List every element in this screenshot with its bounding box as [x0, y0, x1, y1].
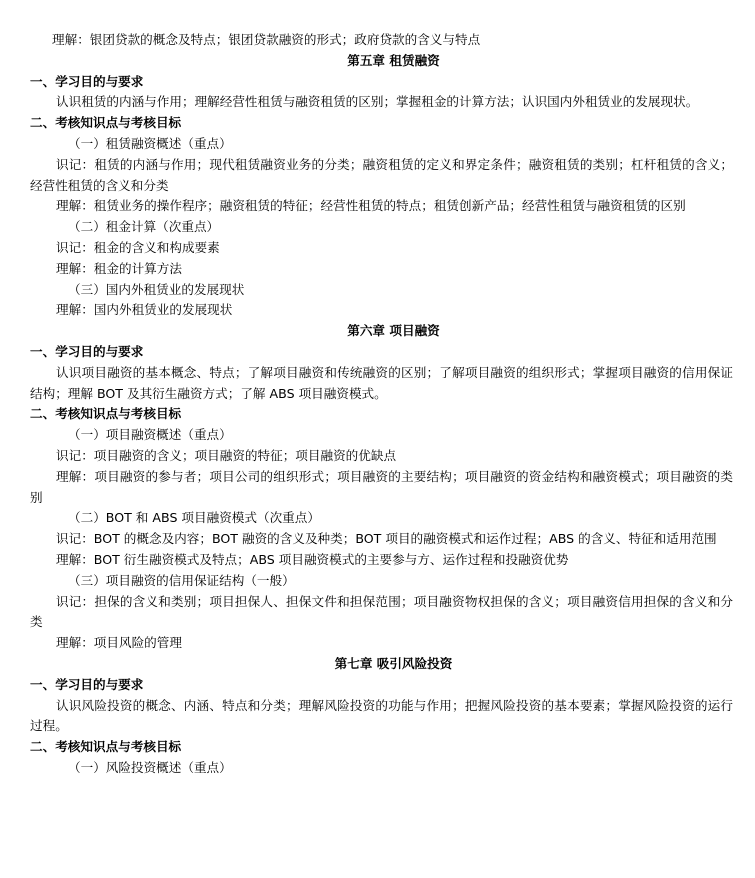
intro-understanding-line: 理解：银团贷款的概念及特点；银团贷款融资的形式；政府贷款的含义与特点 — [52, 32, 481, 47]
ch6-item-1-understand: 理解：项目融资的参与者；项目公司的组织形式；项目融资的主要结构；项目融资的资金结构和融资模式；项目融资的类别 — [30, 468, 733, 505]
ch5-section-2-heading: 二、考核知识点与考核目标 — [30, 115, 182, 131]
ch6-item-3-understand: 理解：项目风险的管理 — [56, 635, 182, 651]
ch5-item-2-memorize: 识记：租金的含义和构成要素 — [56, 239, 220, 255]
chapter-5-title: 第五章 租赁融资 — [347, 52, 440, 68]
ch5-section-1-heading: 一、学习目的与要求 — [30, 73, 144, 89]
ch7-section-2-heading: 二、考核知识点与考核目标 — [30, 739, 182, 755]
ch7-section-1-heading: 一、学习目的与要求 — [30, 676, 144, 692]
ch6-section-1-heading: 一、学习目的与要求 — [30, 343, 144, 359]
ch5-item-3-heading: （三）国内外租赁业的发展现状 — [68, 281, 245, 297]
ch6-item-2-heading: （二）BOT 和 ABS 项目融资模式（次重点） — [68, 510, 320, 526]
ch6-item-3-memorize: 识记：担保的含义和类别；项目担保人、担保文件和担保范围；项目融资物权担保的含义；项目融资信用担保的含义和分类 — [30, 593, 733, 630]
ch6-item-2-understand: 理解：BOT 衍生融资模式及特点；ABS 项目融资模式的主要参与方、运作过程和投融资优势 — [56, 551, 569, 567]
ch5-item-2-heading: （二）租金计算（次重点） — [68, 219, 220, 235]
ch5-item-2-understand: 理解：租金的计算方法 — [56, 260, 182, 276]
ch7-item-1-heading: （一）风险投资概述（重点） — [68, 759, 232, 775]
ch6-item-1-memorize: 识记：项目融资的含义；项目融资的特征；项目融资的优缺点 — [56, 447, 397, 463]
ch6-item-3-heading: （三）项目融资的信用保证结构（一般） — [68, 572, 295, 588]
ch6-section-2-heading: 二、考核知识点与考核目标 — [30, 406, 182, 422]
chapter-6-title: 第六章 项目融资 — [347, 323, 440, 339]
ch5-objectives-paragraph: 认识租赁的内涵与作用；理解经营性租赁与融资租赁的区别；掌握租金的计算方法；认识国内外租赁业的发展现状。 — [56, 94, 699, 110]
ch6-item-2-memorize: 识记：BOT 的概念及内容；BOT 融资的含义及种类；BOT 项目的融资模式和运作过程；ABS 的含义、特征和适用范围 — [56, 531, 717, 547]
chapter-7-title: 第七章 吸引风险投资 — [334, 655, 453, 671]
ch5-item-1-memorize: 识记：租赁的内涵与作用；现代租赁融资业务的分类；融资租赁的定义和界定条件；融资租赁的类别；杠杆租赁的含义；经营性租赁的含义和分类 — [30, 156, 733, 193]
ch5-item-1-understand: 理解：租赁业务的操作程序；融资租赁的特征；经营性租赁的特点；租赁创新产品；经营性租赁与融资租赁的区别 — [56, 198, 686, 214]
ch5-item-3-understand: 理解：国内外租赁业的发展现状 — [56, 302, 233, 318]
ch6-objectives-paragraph: 认识项目融资的基本概念、特点；了解项目融资和传统融资的区别；了解项目融资的组织形式；掌握项目融资的信用保证结构；理解 BOT 及其衍生融资方式；了解 ABS 项目融资模式。 — [30, 364, 733, 401]
ch5-item-1-heading: （一）租赁融资概述（重点） — [68, 135, 232, 151]
ch7-objectives-paragraph: 认识风险投资的概念、内涵、特点和分类；理解风险投资的功能与作用；把握风险投资的基本要素；掌握风险投资的运行过程。 — [30, 697, 733, 734]
ch6-item-1-heading: （一）项目融资概述（重点） — [68, 427, 232, 443]
